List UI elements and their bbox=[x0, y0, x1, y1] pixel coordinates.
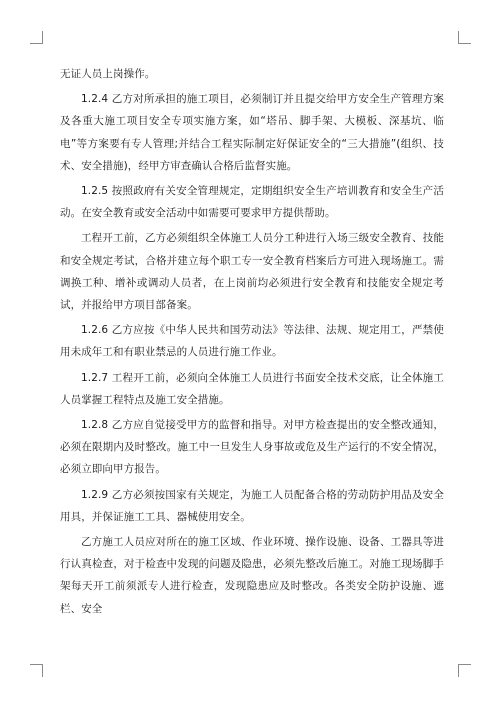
paragraph-site-inspection: 乙方施工人员应对所在的施工区域、作业环境、操作设施、设备、工器具等进行认真检查，对于检查中发现的问题及隐患，必须先整改后施工。对施工现场脚手架每天开工前须派专人进行检查，发现隐患应及时整改。各类安全防护设施、遮栏、安全 bbox=[60, 536, 444, 615]
paragraph-1-2-4: 1.2.4 乙方对所承担的施工项目，必须制订并且提交给甲方安全生产管理方案及各重大施工项目安全专项实施方案，如“塔吊、脚手架、大模板、深基坑、临电”等方案要有专人管理;并结合工程实际制定好保证安全的“三大措施”(组织、技术、安全措施)，经甲方审查确认合格后监督实施。 bbox=[60, 93, 444, 172]
paragraph-1-2-7: 1.2.7 工程开工前，必须向全体施工人员进行书面安全技术交底，让全体施工人员掌握工程特点及施工安全措施。 bbox=[60, 371, 444, 406]
crop-mark-top-left bbox=[30, 31, 43, 44]
crop-mark-bottom-right bbox=[458, 664, 471, 677]
paragraph-pre-start-education: 工程开工前，乙方必须组织全体施工人员分工种进行入场三级安全教育、技能和安全规定考试，合格并建立每个职工专一安全教育档案后方可进入现场施工。需调换工种、增补或调动人员者，在上岗前均必须进行安全教育和技能安全规定考试，并报给甲方项目部备案。 bbox=[60, 232, 444, 312]
paragraph-1-2-5: 1.2.5 按照政府有关安全管理规定，定期组织安全生产培训教育和安全生产活动。在安全教育或安全活动中如需要可要求甲方提供帮助。 bbox=[60, 185, 444, 220]
crop-mark-top-right bbox=[458, 31, 471, 44]
paragraph-1-2-6: 1.2.6 乙方应按《中华人民共和国劳动法》等法律、法规、规定用工，严禁使用未成年工和有职业禁忌的人员进行施工作业。 bbox=[60, 324, 444, 359]
body-text bbox=[60, 63, 444, 623]
crop-mark-bottom-left bbox=[30, 664, 43, 677]
paragraph-1-2-8: 1.2.8 乙方应自觉接受甲方的监督和指导。对甲方检查提出的安全整改通知，必须在限期内及时整改。施工中一旦发生人身事故或危及生产运行的不安全情况，必须立即向甲方报告。 bbox=[60, 419, 444, 476]
paragraph-1-2-9: 1.2.9 乙方必须按国家有关规定，为施工人员配备合格的劳动防护用品及安全用具，并保证施工工具、器械使用安全。 bbox=[60, 488, 444, 523]
paragraph-continuation: 无证人员上岗操作。 bbox=[60, 68, 156, 80]
